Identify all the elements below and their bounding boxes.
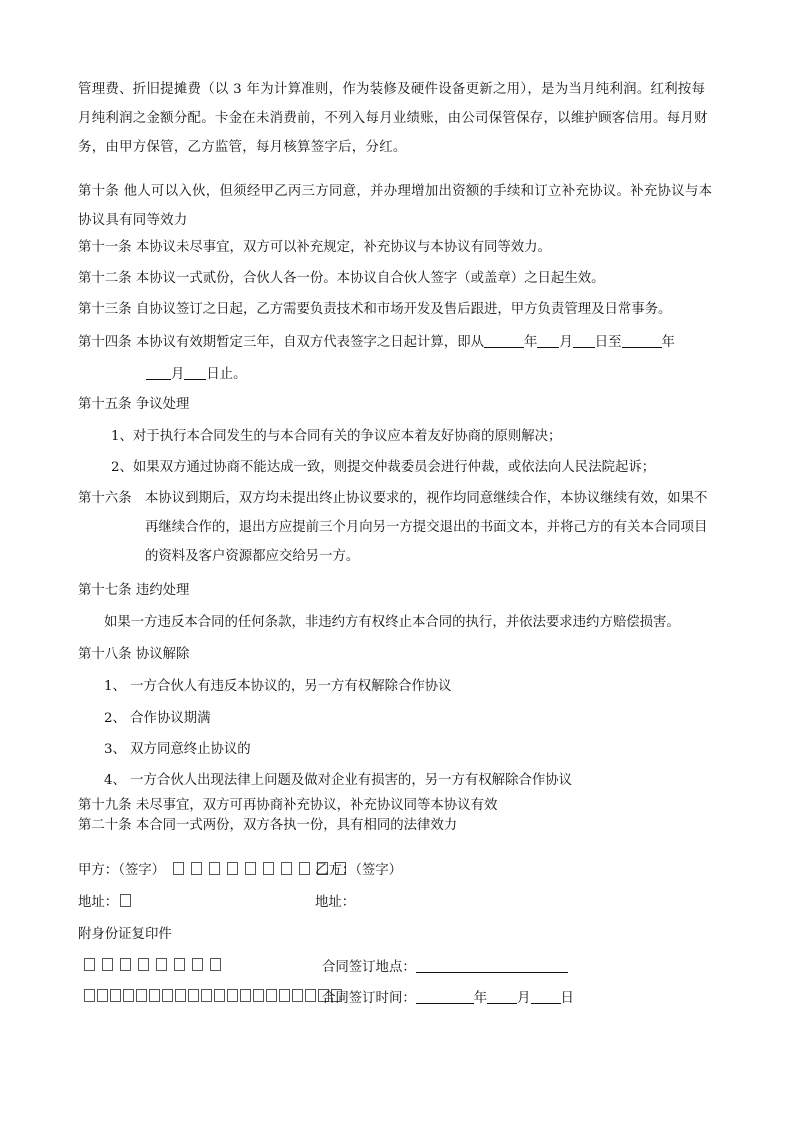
article-20: 第二十条 本合同一式两份，双方各执一份，具有相同的法律效力 bbox=[78, 818, 458, 833]
placeholder-box-row-1 bbox=[84, 958, 228, 976]
article-19: 第十九条 未尽事宜，双方可再协商补充协议，补充协议同等本协议有效 bbox=[78, 798, 498, 813]
article-16 bbox=[78, 484, 718, 571]
month-label: 月 bbox=[559, 335, 573, 350]
article-15-item-1: 1、对于执行本合同发生的与本合同有关的争议应本着友好协商的原则解决； bbox=[111, 429, 562, 444]
article-16-tag: 第十六条 bbox=[78, 491, 132, 506]
start-year-blank[interactable] bbox=[484, 333, 524, 348]
time-year-blank[interactable] bbox=[416, 989, 474, 1004]
start-month-blank[interactable] bbox=[537, 333, 559, 348]
party-a-signature bbox=[78, 862, 353, 880]
month-label-2: 月 bbox=[171, 367, 185, 382]
article-17-text: 如果一方违反本合同的任何条款，非违约方有权终止本合同的执行，并依法要求违约方赔偿损害。 bbox=[104, 615, 680, 630]
end-month-blank[interactable] bbox=[146, 365, 171, 380]
article-18-item-2: 2、 合作协议期满 bbox=[104, 711, 211, 726]
time-label: 合同签订时间： bbox=[322, 991, 416, 1006]
article-15-heading: 第十五条 争议处理 bbox=[78, 397, 190, 412]
article-18-item-1: 1、 一方合伙人有违反本协议的，另一方有权解除合作协议 bbox=[104, 679, 452, 694]
party-a-address bbox=[78, 894, 138, 912]
article-15-item-2: 2、如果双方通过协商不能达成一致，则提交仲裁委员会进行仲裁，或依法向人民法院起诉； bbox=[111, 460, 656, 475]
day-to-label: 日至 bbox=[594, 335, 622, 350]
end-day-blank[interactable] bbox=[184, 365, 206, 380]
party-b-signature: 乙方：（签字） bbox=[315, 863, 403, 878]
article-18-item-4: 4、 一方合伙人出现法律上问题及做对企业有损害的，另一方有权解除合作协议 bbox=[104, 773, 573, 788]
id-copy-note: 附身份证复印件 bbox=[78, 927, 172, 942]
article-12: 第十二条 本协议一式贰份，合伙人各一份。本协议自合伙人签字（或盖章）之日起生效。 bbox=[78, 271, 605, 286]
address-a-box[interactable] bbox=[120, 894, 131, 907]
continuation-paragraph: 管理费、折旧提摊费（以 3 年为计算准则，作为装修及硬件设备更新之用），是为当月纯利润。红利按每月纯利润之金额分配。卡金在未消费前，不列入每月业绩账，由公司保管保存，以维护顾客信用。每月财务，由甲方保管，乙方监管，每月核算签字后，分红。 bbox=[78, 82, 708, 155]
article-14-line1 bbox=[78, 333, 675, 352]
contract-place bbox=[322, 958, 568, 977]
placeholder-box-row-2 bbox=[84, 989, 344, 1007]
article-18-item-3: 3、 双方同意终止协议的 bbox=[104, 742, 251, 757]
time-month-blank[interactable] bbox=[487, 989, 517, 1004]
time-day-blank[interactable] bbox=[531, 989, 561, 1004]
contract-time bbox=[322, 989, 574, 1008]
article-18-heading: 第十八条 协议解除 bbox=[78, 647, 190, 662]
place-label: 合同签订地点： bbox=[322, 960, 416, 975]
time-day-label: 日 bbox=[560, 991, 574, 1006]
article-14-prefix: 第十四条 本协议有效期暂定三年，自双方代表签字之日起计算，即从 bbox=[78, 335, 484, 350]
start-day-blank[interactable] bbox=[573, 333, 595, 348]
article-11: 第十一条 本协议未尽事宜，双方可以补充规定，补充协议与本协议有同等效力。 bbox=[78, 240, 551, 255]
party-a-label: 甲方：（签字） bbox=[78, 863, 166, 878]
address-a-label: 地址： bbox=[78, 895, 119, 910]
article-16-text: 本协议到期后，双方均未提出终止协议要求的，视作均同意继续合作，本协议继续有效，如果不再继续合作的，退出方应提前三个月向另一方提交退出的书面文本，并将己方的有关本合同项目的资料及客户资源都应交给另一方。 bbox=[145, 491, 708, 564]
party-b-address: 地址： bbox=[315, 895, 356, 910]
year-label-2: 年 bbox=[661, 335, 675, 350]
article-14-line2 bbox=[146, 365, 247, 384]
year-label: 年 bbox=[523, 335, 538, 350]
article-10: 第十条 他人可以入伙，但须经甲乙丙三方同意，并办理增加出资额的手续和订立补充协议。补充协议与本协议具有同等效力 bbox=[78, 184, 713, 228]
end-label: 日止。 bbox=[206, 367, 247, 382]
end-year-blank[interactable] bbox=[622, 333, 662, 348]
article-17-heading: 第十七条 违约处理 bbox=[78, 583, 190, 598]
place-blank[interactable] bbox=[416, 958, 568, 973]
time-month-label: 月 bbox=[517, 991, 531, 1006]
time-year-label: 年 bbox=[473, 991, 488, 1006]
article-13: 第十三条 自协议签订之日起，乙方需要负责技术和市场开发及售后跟进，甲方负责管理及日常事务。 bbox=[78, 302, 672, 317]
